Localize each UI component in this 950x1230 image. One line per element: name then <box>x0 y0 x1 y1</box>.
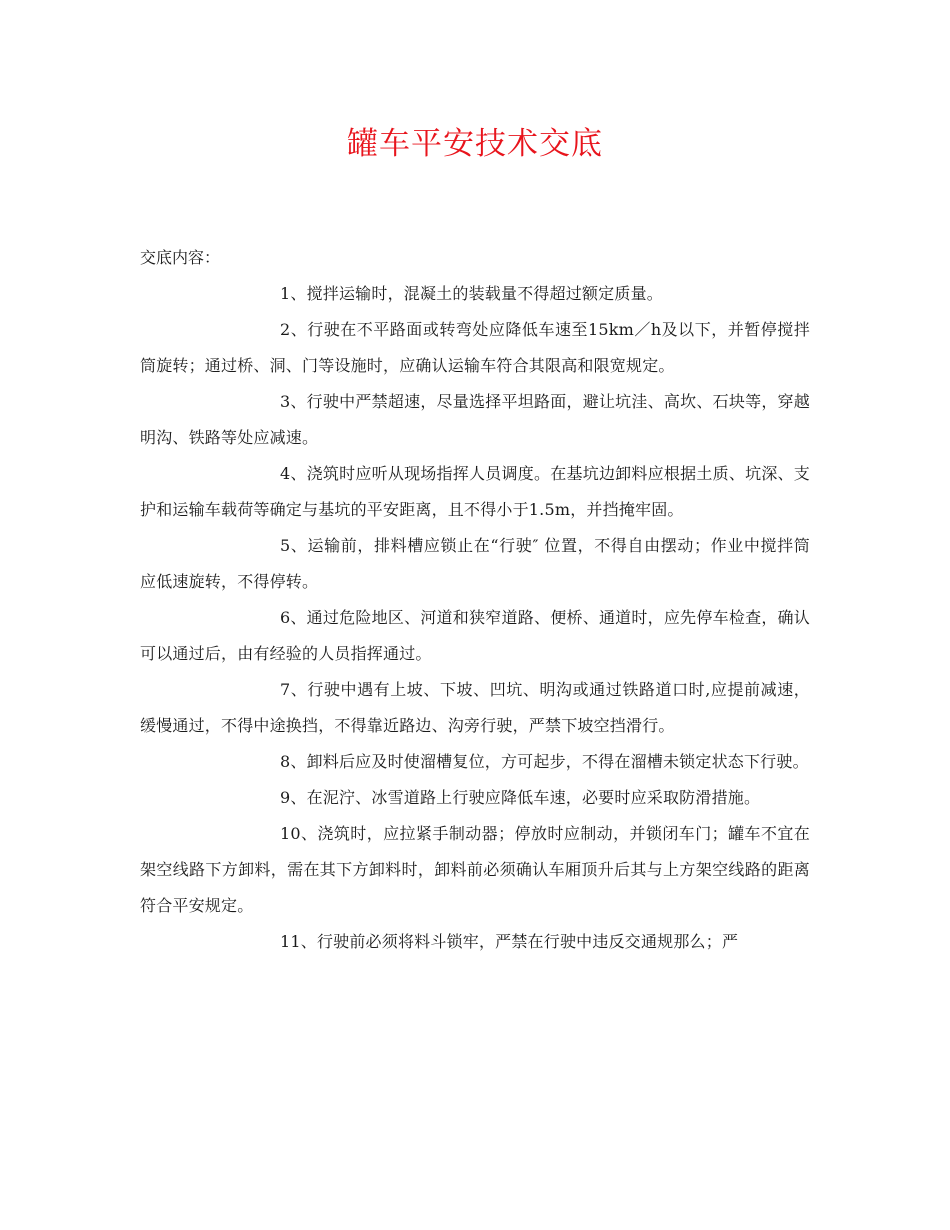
list-item: 6、通过危险地区、河道和狭窄道路、便桥、通道时，应先停车检查，确认可以通过后，由有经验的人员指挥通过。 <box>140 608 810 663</box>
list-item: 10、浇筑时，应拉紧手制动器；停放时应制动，并锁闭车门；罐车不宜在架空线路下方卸料，需在其下方卸料时，卸料前必须确认车厢顶升后其与上方架空线路的距离符合平安规定。 <box>140 824 810 915</box>
document-body <box>140 240 810 960</box>
list-item: 1、搅拌运输时，混凝土的装载量不得超过额定质量。 <box>280 284 663 303</box>
list-item: 3、行驶中严禁超速，尽量选择平坦路面，避让坑洼、高坎、石块等，穿越明沟、铁路等处应减速。 <box>140 392 810 447</box>
list-item: 7、行驶中遇有上坡、下坡、凹坑、明沟或通过铁路道口时,应提前减速，缓慢通过，不得中途换挡，不得靠近路边、沟旁行驶，严禁下坡空挡滑行。 <box>140 680 810 735</box>
list-item: 11、行驶前必须将料斗锁牢，严禁在行驶中违反交通规那么；严 <box>280 932 739 951</box>
intro-label: 交底内容： <box>140 248 221 267</box>
list-item: 9、在泥泞、冰雪道路上行驶应降低车速，必要时应采取防滑措施。 <box>280 788 761 807</box>
list-item: 5、运输前，排料槽应锁止在“行驶″ 位置，不得自由摆动；作业中搅拌筒应低速旋转，不得停转。 <box>140 536 810 591</box>
list-item: 4、浇筑时应听从现场指挥人员调度。在基坑边卸料应根据土质、坑深、支护和运输车载荷等确定与基坑的平安距离，且不得小于1.5m，并挡掩牢固。 <box>140 464 810 519</box>
list-item: 8、卸料后应及时使溜槽复位，方可起步，不得在溜槽未锁定状态下行驶。 <box>280 752 809 771</box>
page-title: 罐车平安技术交底 <box>347 126 603 162</box>
list-item: 2、行驶在不平路面或转弯处应降低车速至15km／h及以下，并暂停搅拌筒旋转；通过桥、洞、门等设施时，应确认运输车符合其限高和限宽规定。 <box>140 320 810 375</box>
